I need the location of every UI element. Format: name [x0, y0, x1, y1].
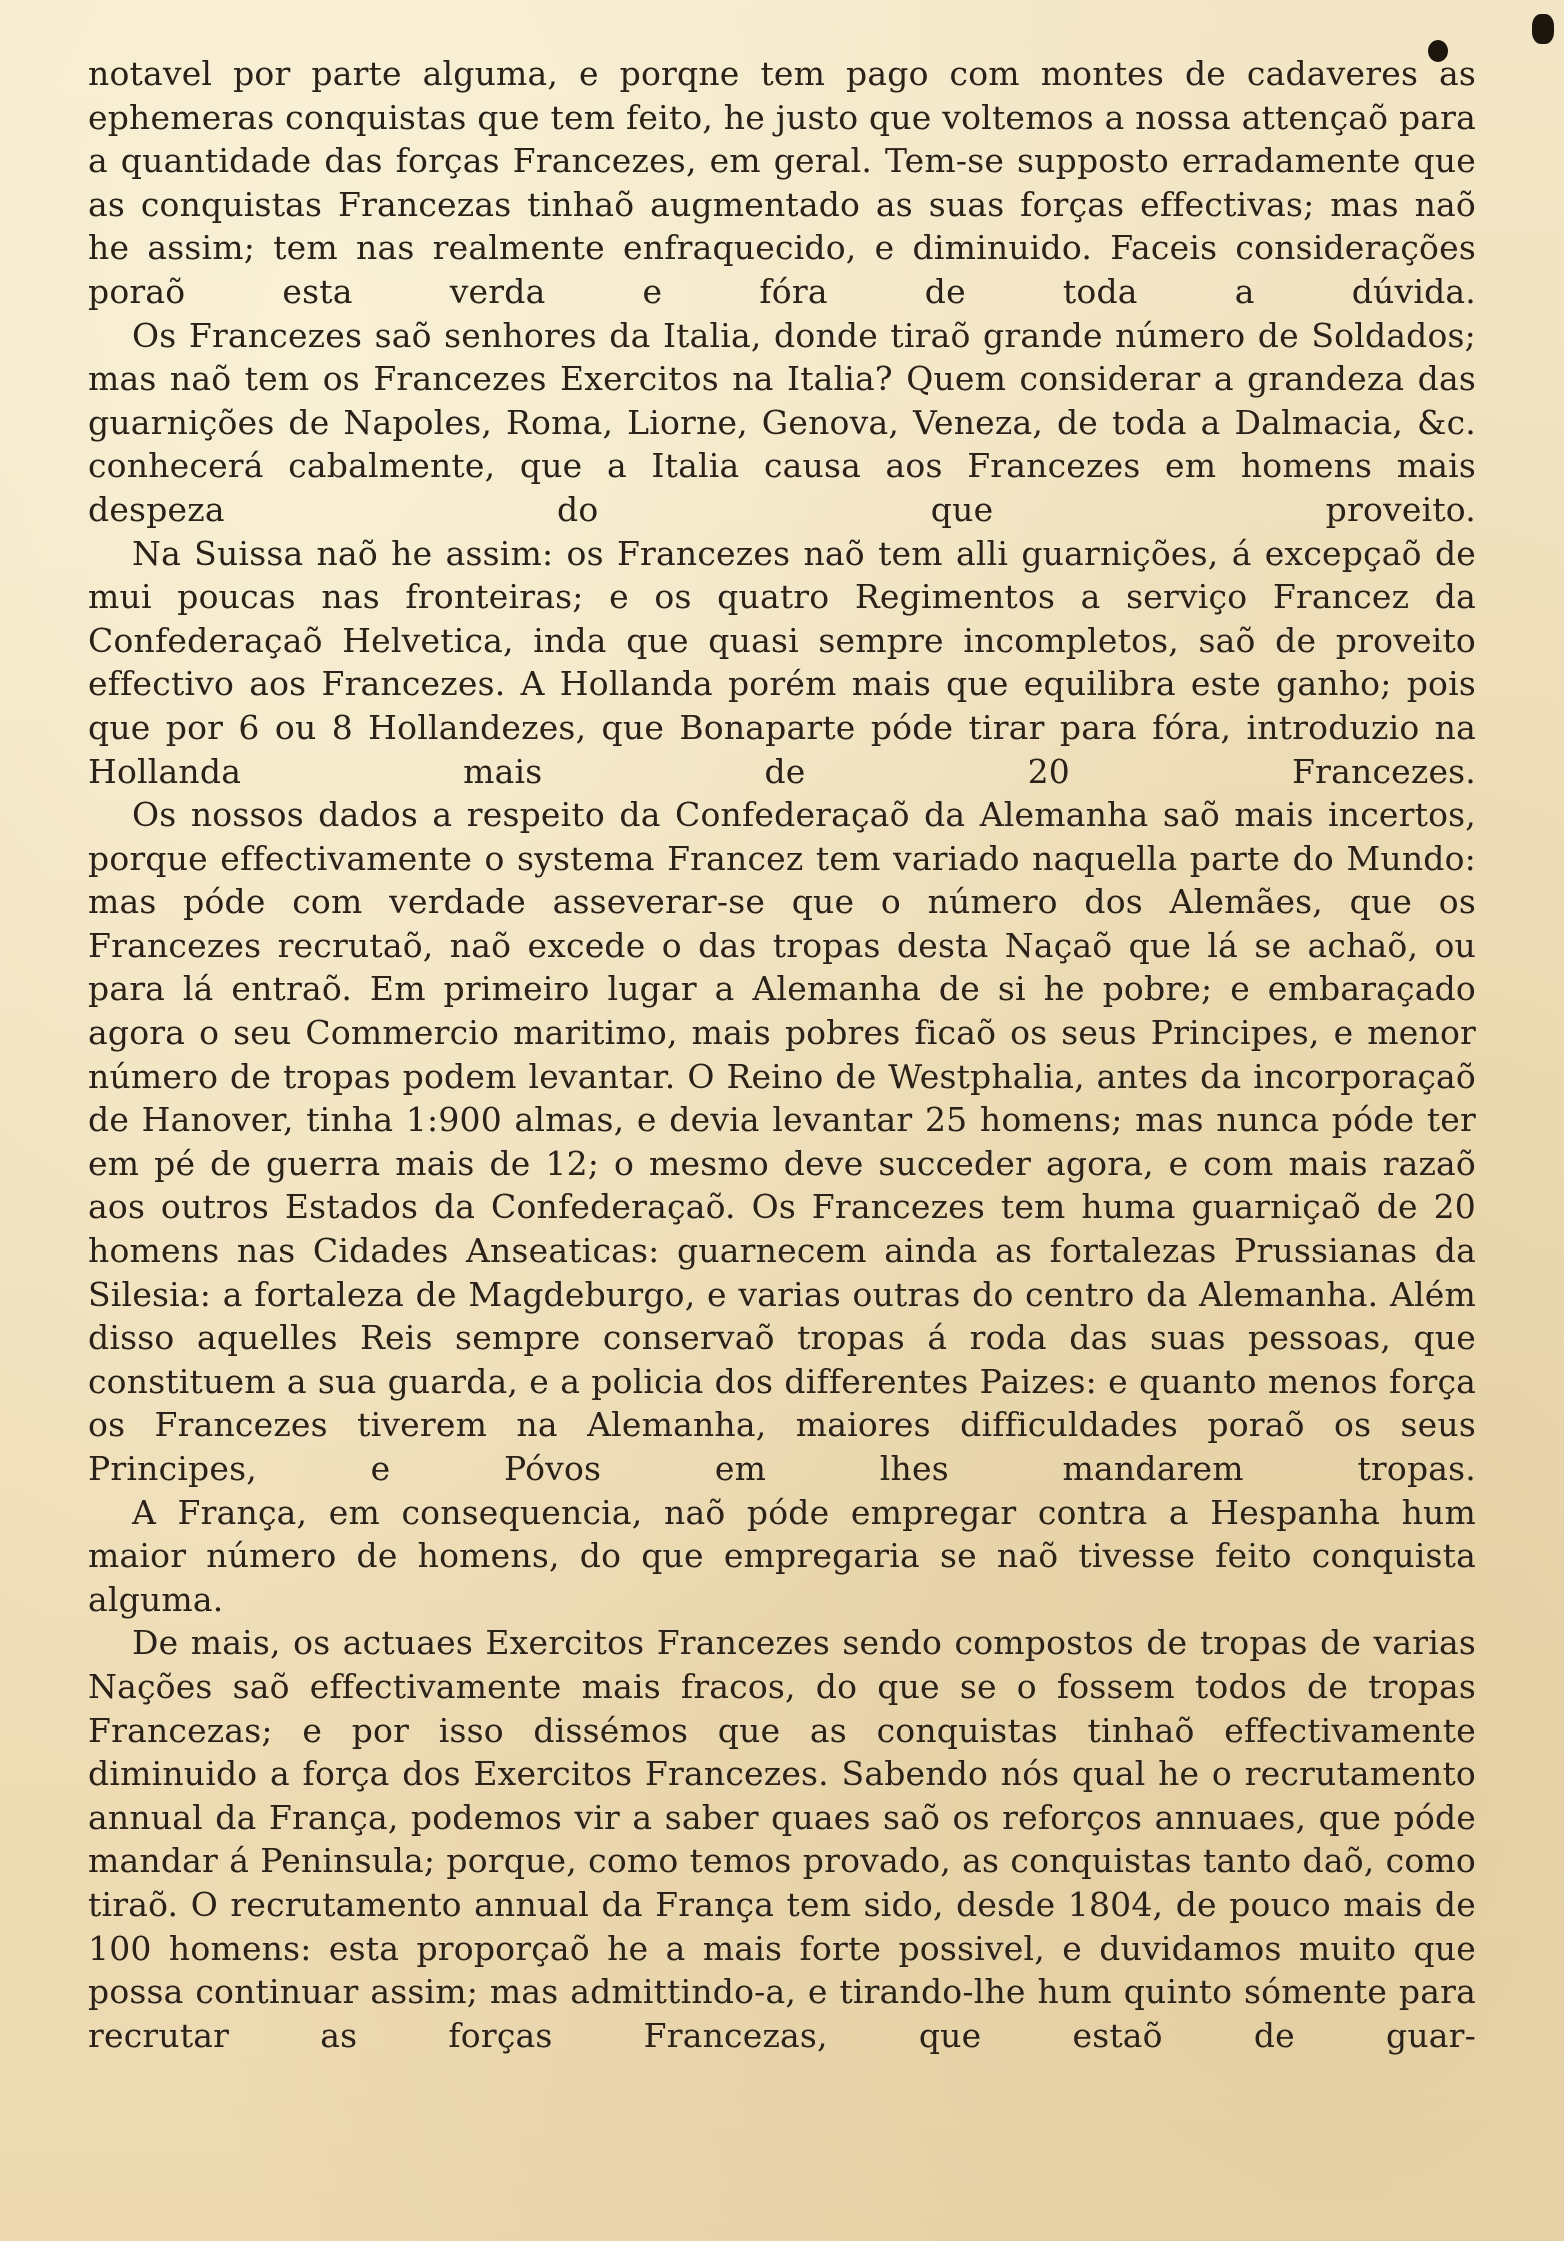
paragraph: A França, em consequencia, naõ póde empregar contra a Hespanha hum maior número de homens, do que empregaria se naõ tivesse feito conquista alguma.	[88, 1492, 1476, 1619]
paragraph: De mais, os actuaes Exercitos Francezes sendo compostos de tropas de varias Nações saõ effectivamente mais fracos, do que se o fossem todos de tropas Francezas; e por isso dissémos que as conquistas tinhaõ effectivamente diminuido a força dos Exercitos Francezes. Sabendo nós qual he o recrutamento annual da França, podemos vir a saber quaes saõ os reforços annuaes, que póde mandar á Peninsula; porque, como temos provado, as conquistas tanto daõ, como tiraõ. O recrutamento annual da França tem sido, desde 1804, de pouco mais de 100 homens: esta proporçaõ he a mais forte possivel, e duvidamos muito que possa continuar assim; mas admittindo-a, e tirando-lhe hum quinto sómente para recrutar as forças Francezas, que estaõ de guar-	[88, 1623, 1476, 2055]
paragraph: notavel por parte alguma, e porqne tem pago com montes de cadaveres as ephemeras conquistas que tem feito, he justo que voltemos a nossa attençaõ para a quantidade das forças Francezes, em geral. Tem-se supposto erradamente que as conquistas Francezas tinhaõ augmentado as suas forças effectivas; mas naõ he assim; tem nas realmente enfraquecido, e diminuido. Faceis considerações poraõ esta verda e fóra de toda a dúvida.	[88, 54, 1476, 311]
ink-blot	[1532, 14, 1554, 44]
paragraph: Os nossos dados a respeito da Confederaçaõ da Alemanha saõ mais incertos, porque effectivamente o systema Francez tem variado naquella parte do Mundo: mas póde com verdade asseverar-se que o número dos Alemães, que os Francezes recrutaõ, naõ excede o das tropas desta Naçaõ que lá se achaõ, ou para lá entraõ. Em primeiro lugar a Alemanha de si he pobre; e embaraçado agora o seu Commercio maritimo, mais pobres ficaõ os seus Principes, e menor número de tropas podem levantar. O Reino de Westphalia, antes da incorporaçaõ de Hanover, tinha 1:900 almas, e devia levantar 25 homens; mas nunca póde ter em pé de guerra mais de 12; o mesmo deve succeder agora, e com mais razaõ aos outros Estados da Confederaçaõ. Os Francezes tem huma guarniçaõ de 20 homens nas Cidades Anseaticas: guarnecem ainda as fortalezas Prussianas da Silesia: a fortaleza de Magdeburgo, e varias outras do centro da Alemanha. Além disso aquelles Reis sempre conservaõ tropas á roda das suas pessoas, que constituem a sua guarda, e a policia dos differentes Paizes: e quanto menos força os Francezes tiverem na Alemanha, maiores difficuldades poraõ os seus Principes, e Póvos em lhes mandarem tropas.	[88, 795, 1476, 1488]
paragraph: Os Francezes saõ senhores da Italia, donde tiraõ grande número de Soldados; mas naõ tem os Francezes Exercitos na Italia? Quem considerar a grandeza das guarnições de Napoles, Roma, Liorne, Genova, Veneza, de toda a Dalmacia, &c. conhecerá cabalmente, que a Italia causa aos Francezes em homens mais despeza do que proveito.	[88, 315, 1476, 529]
article-body	[88, 52, 1476, 2057]
paragraph: Na Suissa naõ he assim: os Francezes naõ tem alli guarnições, á excepçaõ de mui poucas nas fronteiras; e os quatro Regimentos a serviço Francez da Confederaçaõ Helvetica, inda que quasi sempre incompletos, saõ de proveito effectivo aos Francezes. A Hollanda porém mais que equilibra este ganho; pois que por 6 ou 8 Hollandezes, que Bonaparte póde tirar para fóra, introduzio na Hollanda mais de 20 Francezes.	[88, 533, 1476, 791]
